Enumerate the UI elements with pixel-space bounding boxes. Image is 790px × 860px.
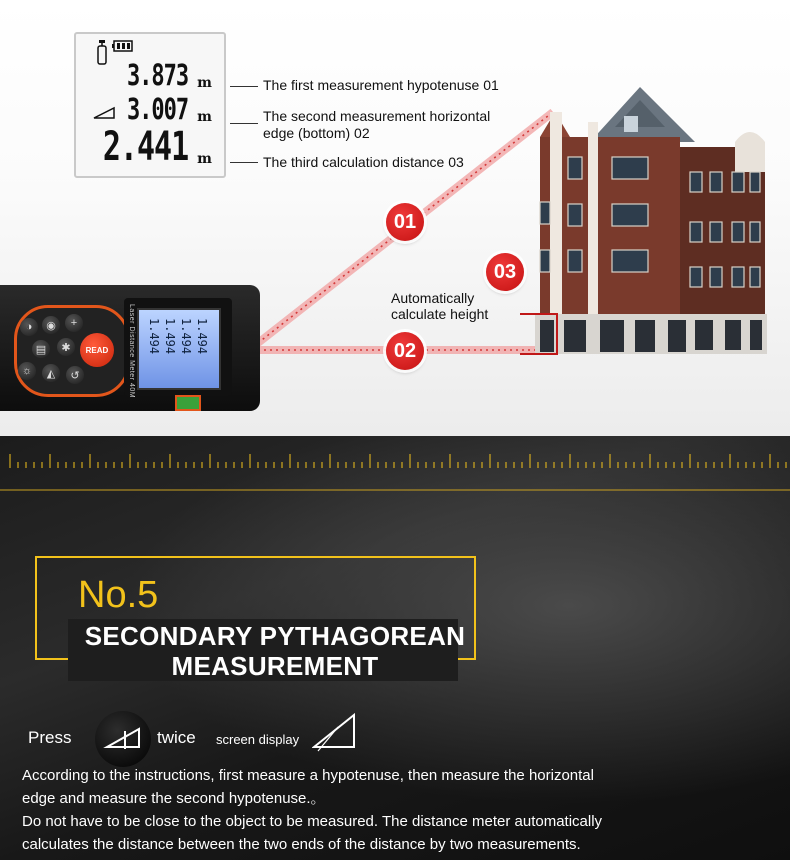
lcd-value-1: 3.873: [126, 59, 189, 93]
device-triangle-icon: ◭: [42, 364, 60, 382]
description-text: [22, 764, 772, 856]
callout-hypotenuse: The first measurement hypotenuse 01: [263, 77, 499, 93]
device-screen-line-4: 1.494: [195, 318, 209, 355]
lcd-unit-1: m: [197, 75, 212, 91]
device-screen-line-3: 1.494: [179, 318, 193, 355]
callout-calculation: The third calculation distance 03: [263, 154, 464, 170]
badge-01: 01: [386, 203, 424, 241]
device-plus-icon: +: [65, 314, 83, 332]
screen-display-label: screen display: [216, 732, 300, 747]
badge-03: 03: [486, 253, 524, 291]
device-target-icon: ◉: [42, 316, 60, 334]
device-model-label: Laser Distance Meter 40M: [128, 304, 135, 399]
description-line-1: According to the instructions, first measure a hypotenuse, then measure the horizontal: [22, 767, 594, 784]
device-screen-line-1: 1.494: [147, 318, 161, 355]
twice-label: twice: [157, 728, 196, 747]
lcd-unit-3: m: [197, 151, 212, 167]
triangle-button-icon: [95, 711, 151, 767]
description-line-4: calculates the distance between the two ends of the distance by two measurements.: [22, 836, 581, 853]
device-light-icon: ☼: [18, 362, 36, 380]
badge-02: 02: [386, 332, 424, 370]
device-bubble-level: [175, 395, 201, 411]
auto-height-label: [391, 290, 488, 322]
building-illustration: [520, 82, 770, 372]
description-line-3: Do not have to be close to the object to be measured. The distance meter automatically: [22, 813, 603, 830]
triangle-mode-button: [95, 711, 151, 767]
press-label: Press: [28, 728, 72, 747]
section-title-line2: MEASUREMENT: [171, 651, 379, 681]
section-title: [40, 621, 510, 681]
device-screen: [137, 308, 221, 390]
section-number: No.5: [78, 574, 159, 616]
device-settings-icon: ✱: [57, 338, 75, 356]
triangle-display-icon: [312, 711, 358, 753]
lcd-unit-2: m: [197, 109, 212, 125]
lcd-value-3: 2.441: [102, 123, 189, 171]
auto-height-line2: calculate height: [391, 306, 489, 322]
device-clear-icon: ↺: [66, 366, 84, 384]
auto-height-line1: Automatically: [391, 290, 475, 306]
lcd-value-2: 3.007: [126, 93, 189, 127]
callout-horizontal-line2: edge (bottom) 02: [263, 125, 370, 141]
callout-horizontal-line1: The second measurement horizontal: [263, 108, 491, 124]
press-instruction-row: [0, 706, 790, 766]
instruction-section: [0, 436, 790, 860]
description-line-2: edge and measure the second hypotenuse.。: [22, 790, 326, 807]
device-read-button: READ: [80, 333, 114, 367]
device-power-icon: ◑: [20, 318, 38, 336]
device-page-icon: ▤: [32, 340, 50, 358]
ruler-scale: [0, 452, 790, 492]
device-screen-line-2: 1.494: [163, 318, 177, 355]
section-title-line1: SECONDARY PYTHAGOREAN: [84, 621, 466, 651]
